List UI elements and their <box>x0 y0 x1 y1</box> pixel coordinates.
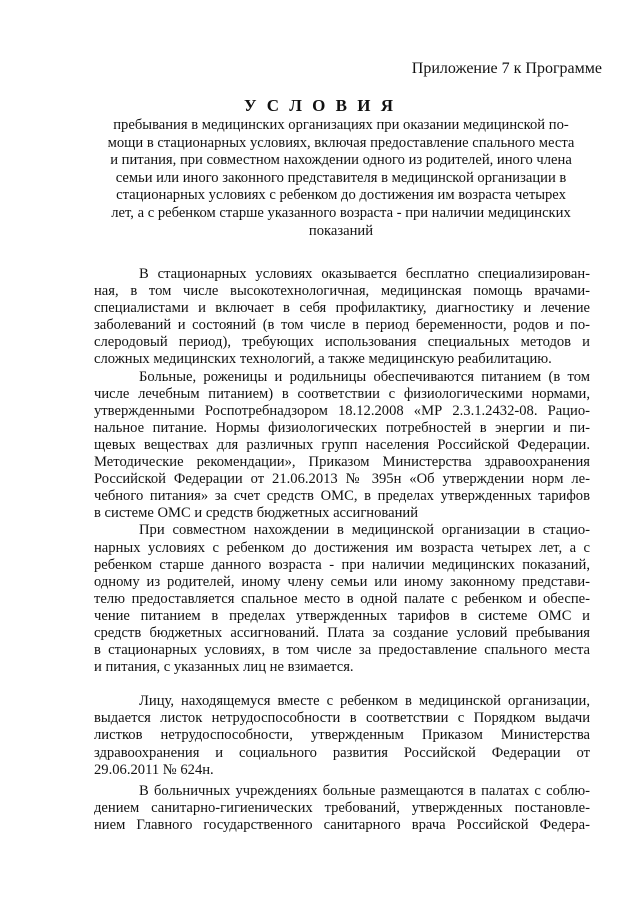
subtitle-line: мощи в стационарных условиях, включая предоставление спального места <box>107 134 575 151</box>
text-line: слеродовый период), требующих использования специальных методов и <box>94 334 590 351</box>
text-line: чение питанием в пределах утвержденных тарифов в системе ОМС и <box>94 607 590 624</box>
text-line: Российской Федерации от 21.06.2013 № 395н «Об утверждении норм ле- <box>94 471 590 488</box>
text-line: щевых веществах для различных групп населения Российской Федерации. <box>94 436 590 453</box>
paragraph-inpatient-care <box>94 266 590 369</box>
text-line: листков нетрудоспособности, утвержденным Приказом Министерства <box>94 727 590 744</box>
text-line: специалистами и включает в себя профилактику, диагностику и лечение <box>94 300 590 317</box>
text-line: одному из родителей, иному члену семьи или иному законному представи- <box>94 573 590 590</box>
paragraph-hospital-wards <box>94 783 590 834</box>
text-line: сложных медицинских технологий, а также медицинскую реабилитацию. <box>94 351 552 368</box>
text-line: и питания, с указанных лиц не взимается. <box>94 659 354 676</box>
text-line: В больничных учреждениях больные размещаются в палатах с соблю- <box>139 782 590 799</box>
text-line: нием Главного государственного санитарного врача Российской Федера- <box>94 816 590 833</box>
text-line: Больные, роженицы и родильницы обеспечиваются питанием (в том <box>139 368 590 385</box>
text-line: телю предоставляется спальное место в одной палате с ребенком и обеспе- <box>94 590 590 607</box>
text-line: чебного питания» за счет средств ОМС, в пределах утвержденных тарифов <box>94 488 590 505</box>
appendix-reference: Приложение 7 к Программе <box>411 60 602 77</box>
subtitle-line: семьи или иного законного представителя в медицинской организации в <box>115 169 567 186</box>
paragraph-nutrition <box>94 369 590 523</box>
text-line: числе лечебным питанием) в соответствии с физиологическими нормами, <box>94 385 590 402</box>
text-line: В стационарных условиях оказывается бесплатно специализирован- <box>139 266 590 282</box>
paragraph-sick-leave <box>94 693 590 778</box>
text-line: ная, в том числе высокотехнологичная, медицинская помощь врачами- <box>94 283 590 300</box>
text-line: Методические рекомендации», Приказом Министерства здравоохранения <box>94 454 590 471</box>
text-line: 29.06.2011 № 624н. <box>94 761 214 778</box>
paragraph-joint-stay <box>94 522 590 676</box>
text-line: средств бюджетных ассигнований. Плата за создание условий пребывания <box>94 624 590 641</box>
text-line: нальное питание. Нормы физиологических потребностей в энергии и пи- <box>94 419 590 436</box>
document-subtitle <box>92 117 590 240</box>
subtitle-line: и питания, при совместном нахождении одного из родителей, иного члена <box>110 152 572 169</box>
text-line: выдается листок нетрудоспособности в соответствии с Порядком выдачи <box>94 710 590 727</box>
subtitle-line: стационарных условиях с ребенком до достижения им возраста четырех <box>116 187 566 204</box>
subtitle-line: пребывания в медицинских организациях при оказании медицинской по- <box>113 117 569 133</box>
subtitle-line: показаний <box>308 222 374 239</box>
text-line: заболеваний и состояний (в том числе в период беременности, родов и по- <box>94 317 590 334</box>
text-line: в системе ОМС и средств бюджетных ассигнований <box>94 505 419 522</box>
text-line: дением санитарно-гигиенических требований, утвержденных постановле- <box>94 799 590 816</box>
text-line: утвержденными Роспотребнадзором 18.12.2008 «МР 2.3.1.2432-08. Рацио- <box>94 402 590 419</box>
document-title: У С Л О В И Я <box>244 96 396 115</box>
text-line: нарных условиях с ребенком до достижения им возраста четырех лет, а с <box>94 539 590 556</box>
text-line: При совместном нахождении в медицинской организации в стацио- <box>139 522 590 539</box>
text-line: Лицу, находящемуся вместе с ребенком в медицинской организации, <box>139 693 590 710</box>
subtitle-line: лет, а с ребенком старше указанного возраста - при наличии медицинских <box>111 204 571 221</box>
text-line: здравоохранения и социального развития Российской Федерации от <box>94 744 590 761</box>
text-line: ребенком старше данного возраста - при наличии медицинских показаний, <box>94 556 590 573</box>
text-line: в стационарных условиях, в том числе за предоставление спального места <box>94 642 590 659</box>
document-body <box>94 266 590 834</box>
